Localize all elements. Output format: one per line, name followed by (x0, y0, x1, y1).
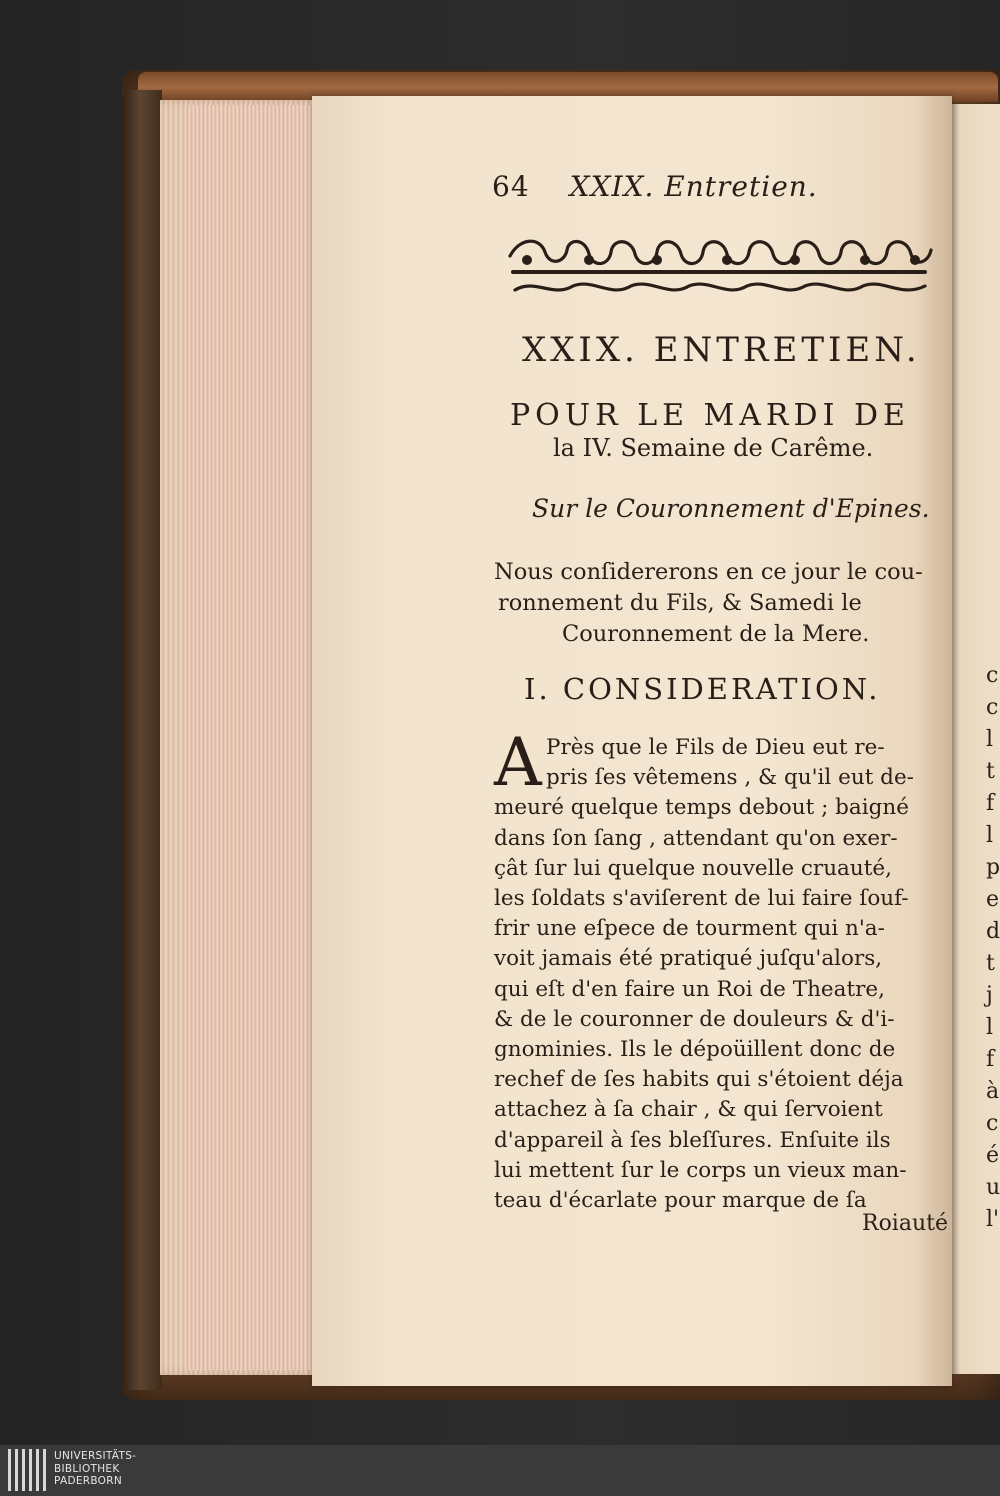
logo-line: PADERBORN (54, 1475, 122, 1487)
facing-letter: c (986, 695, 999, 720)
body-line: qui eſt d'en faire un Roi de Theatre, (494, 976, 885, 1002)
facing-letter: l' (986, 1207, 1000, 1232)
facing-letter: c (986, 663, 999, 688)
chapter-title: XXIX. ENTRETIEN. (522, 330, 921, 370)
facing-letter: à (986, 1079, 1000, 1104)
library-logo-text (54, 1450, 136, 1488)
facing-page-letters (986, 660, 1000, 1236)
body-line: dans ſon ſang , attendant qu'on exer- (494, 825, 898, 851)
topic-heading: Sur le Couronnement d'Epines. (532, 494, 930, 523)
page-number: 64 (492, 170, 530, 203)
intro-line: Couronnement de la Mere. (562, 621, 870, 647)
facing-letter: e (986, 887, 1000, 912)
facing-letter: é (986, 1143, 1000, 1168)
facing-letter: f (986, 791, 995, 816)
footer-bar (0, 1445, 1000, 1496)
book-spine (122, 90, 162, 1390)
facing-letter: l (986, 727, 994, 752)
facing-letter: l (986, 823, 994, 848)
logo-line: BIBLIOTHEK (54, 1462, 120, 1475)
body-line: d'appareil à ſes bleſſures. Enſuite ils (494, 1127, 891, 1153)
facing-letter: c (986, 1111, 999, 1136)
body-line: teau d'écarlate pour marque de ſa (494, 1188, 867, 1214)
intro-paragraph (494, 557, 934, 650)
facing-letter: j (986, 983, 993, 1008)
consideration-heading: I. CONSIDERATION. (524, 672, 881, 706)
facing-letter: t (986, 759, 995, 784)
facing-letter: u (986, 1175, 1000, 1200)
body-line: lui mettent ſur le corps un vieux man- (494, 1157, 907, 1183)
intro-line: Nous conſidererons en ce jour le cou- (494, 559, 923, 585)
facing-letter: f (986, 1047, 995, 1072)
page-edges (185, 105, 320, 1370)
library-logo-icon (8, 1449, 46, 1491)
body-line: & de le couronner de douleurs & d'i- (494, 1006, 895, 1032)
running-head (492, 170, 818, 203)
body-line: voit jamais été pratiqué juſqu'alors, (494, 946, 883, 972)
body-text (494, 733, 944, 1216)
catchword: Roiauté (862, 1211, 948, 1236)
ornament-border-icon (505, 232, 935, 298)
facing-letter: d (986, 919, 1000, 944)
facing-letter: l (986, 1015, 994, 1040)
body-line: Près que le Fils de Dieu eut re- (546, 735, 885, 760)
facing-letter: t (986, 951, 995, 976)
body-line: frir une eſpece de tourment qui n'a- (494, 916, 885, 942)
subtitle-line-2: la IV. Semaine de Carême. (553, 434, 874, 462)
body-line: attachez à ſa chair , & qui ſervoient (494, 1097, 883, 1123)
intro-line: ronnement du Fils, & Samedi le (498, 590, 862, 616)
drop-cap: A (494, 724, 542, 801)
body-line: pris ſes vêtemens , & qu'il eut de- (546, 765, 914, 791)
body-line: meuré quelque temps debout ; baigné (494, 795, 909, 821)
running-title: XXIX. Entretien. (569, 170, 818, 203)
body-line: rechef de ſes habits qui s'étoient déja (494, 1067, 904, 1093)
logo-line: UNIVERSITÄTS- (54, 1450, 137, 1462)
body-line: gnominies. Ils le dépoüillent donc de (494, 1037, 896, 1063)
facing-letter: p (986, 855, 1000, 880)
body-line: les ſoldats s'aviſerent de lui faire ſouf- (494, 886, 909, 912)
body-line: çât ſur lui quelque nouvelle cruauté, (494, 855, 892, 881)
subtitle-line-1: POUR LE MARDI DE (510, 398, 910, 433)
